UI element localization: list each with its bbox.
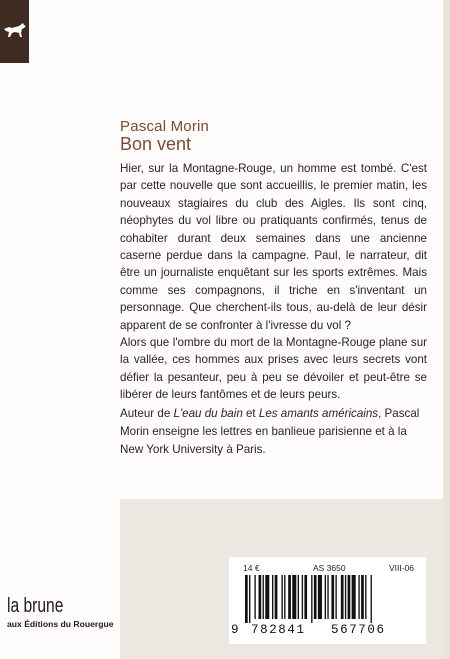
barcode-bars xyxy=(245,575,415,623)
barcode-bar xyxy=(281,575,282,619)
barcode-bar xyxy=(358,575,359,619)
barcode-bar xyxy=(288,575,291,619)
barcode-bar xyxy=(249,575,250,623)
barcode-bar xyxy=(298,575,299,619)
price: 14 € xyxy=(243,563,260,573)
barcode-bar xyxy=(352,575,356,619)
barcode-bar xyxy=(284,575,285,619)
blurb-paragraph: Hier, sur la Montagne-Rouge, un homme est tombé. C'est par cette nouvelle que sont accueillis, le premier matin, les nouveaux stagiaires du club des Aigles. Ils sont cinq, néophytes du vol libre ou pratiquants confirmés, tenus de cohabiter durant deux semaines dans une ancienne caserne perdue dans la campagne. Paul, le narrateur, dit être un journaliste enquêtant sur les sports extrêmes. Mais comme ses compagnons, il triche en s'inventant un personnage. Que cherchent-ils tous, au-delà de leur désir apparent de se confronter à l'ivresse du vol ? xyxy=(120,162,427,332)
barcode-bar xyxy=(318,575,322,619)
spine-edge xyxy=(443,0,450,659)
barcode-bar xyxy=(275,575,278,619)
bio-text: , Pascal Morin enseigne les lettres en banlieue parisienne et à la New York University à Paris. xyxy=(120,407,420,456)
bio-book-title: Les amants américains xyxy=(258,407,379,420)
barcode-bar xyxy=(265,575,269,619)
barcode-bar xyxy=(272,575,273,619)
author-name: Pascal Morin xyxy=(120,118,210,135)
barcode-bar xyxy=(311,575,312,623)
barcode-bar xyxy=(361,575,364,619)
barcode-bar xyxy=(292,575,296,619)
barcode-bar xyxy=(341,575,344,619)
isbn-group: 567706 xyxy=(331,623,386,637)
publisher-subtitle: aux Éditions du Rouergue xyxy=(7,619,114,629)
bio-prefix: Auteur de xyxy=(120,407,174,420)
publisher-imprint xyxy=(7,595,113,629)
barcode-bar xyxy=(314,575,317,619)
barcode-bar xyxy=(254,575,255,619)
edition-code: VIII-06 xyxy=(389,563,415,573)
barcode-bar xyxy=(348,575,351,619)
isbn-group: 782841 xyxy=(251,623,306,637)
publisher-name: la brune xyxy=(7,595,64,617)
barcode xyxy=(229,557,426,644)
barcode-bar xyxy=(365,575,366,619)
barcode-bar xyxy=(245,575,248,623)
bio-conjunction: et xyxy=(242,407,259,420)
barcode-bar xyxy=(325,575,326,619)
bio-book-title: L'eau du bain xyxy=(173,407,243,420)
book-title: Bon vent xyxy=(120,134,192,154)
barcode-bar xyxy=(345,575,346,619)
blurb-paragraph: Alors que l'ombre du mort de la Montagne-Rouge plane sur la vallée, ces hommes aux prises avec leurs secrets vont défier la pesanteur, peu à peu se dévoiler et peut-être se libérer de leurs fantômes et de leurs peurs. xyxy=(120,336,427,402)
barcode-bar xyxy=(263,575,264,619)
barcode-bar xyxy=(302,575,303,619)
catalog-code: AS 3650 xyxy=(313,563,346,573)
isbn-prefix: 9 xyxy=(231,623,241,637)
blurb xyxy=(120,160,427,404)
barcode-bar xyxy=(327,575,328,619)
barcode-bar xyxy=(335,575,336,619)
author-bio xyxy=(120,405,430,459)
barcode-bar xyxy=(371,575,372,623)
barcode-bar xyxy=(259,575,262,619)
barcode-bar xyxy=(331,575,334,619)
publisher-logo xyxy=(0,0,29,63)
barcode-bar xyxy=(304,575,307,619)
